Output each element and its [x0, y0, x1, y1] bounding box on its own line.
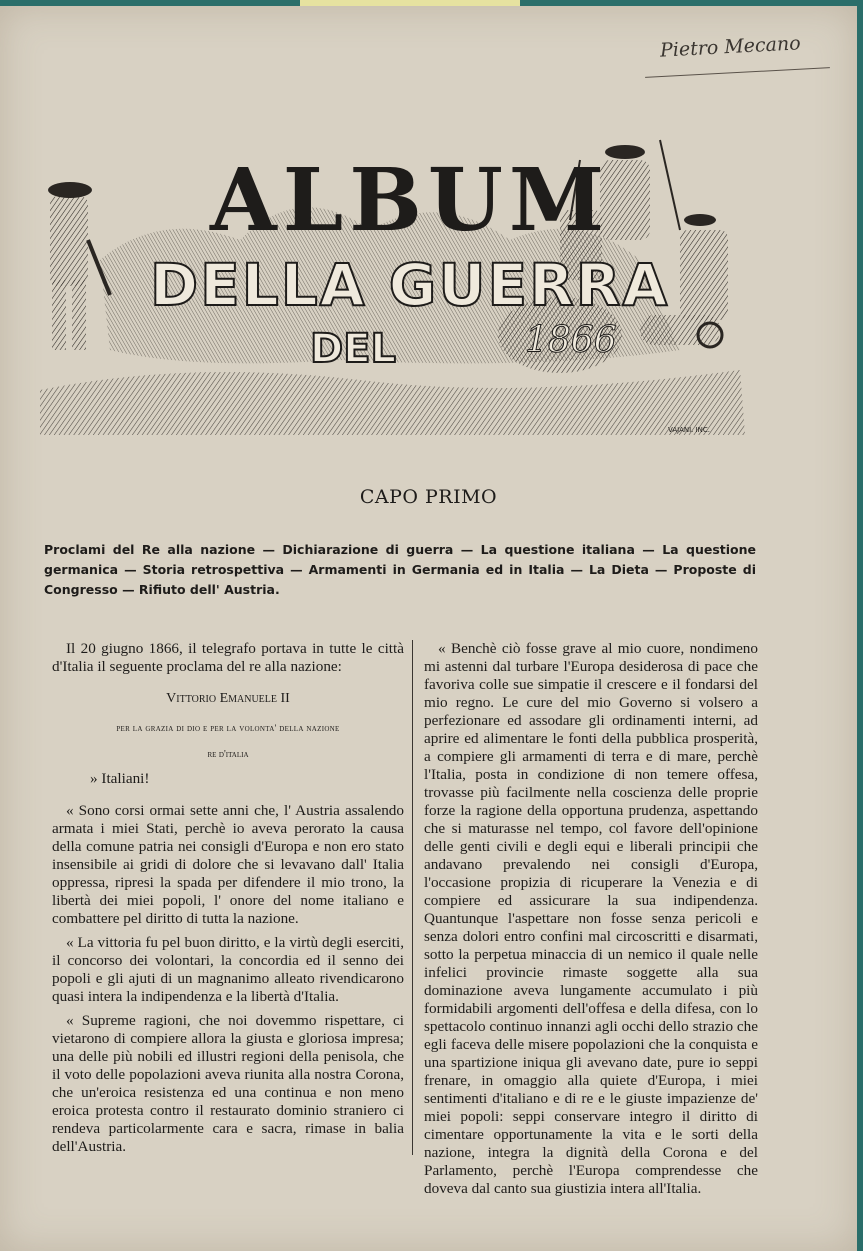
title-album: ALBUM — [210, 150, 611, 251]
right-column — [424, 640, 758, 1198]
chapter-title: CAPO PRIMO — [359, 486, 498, 508]
salutation: » Italiani! — [90, 770, 150, 787]
handwritten-signature: Pietro Mecano — [659, 32, 802, 62]
grace-line: per la grazia di dio e per la volonta' della nazione — [116, 724, 340, 734]
intro-paragraph: Il 20 giugno 1866, il telegrafo portava in tutte le città d'Italia il seguente proclama del re alla nazione: — [52, 640, 404, 675]
title-della-guerra: DELLA GUERRA — [150, 251, 670, 319]
ground — [40, 370, 745, 435]
proclamation-paragraph: « La vittoria fu pel buon diritto, e la virtù degli eserciti, il concorso dei volontari, la concordia ed il senno dei popoli e gli ajuti di un magnanimo alleato rivendicarono quasi intera la indipendenza e la libertà d'Italia. — [52, 934, 404, 1005]
proclamation-paragraph: « Supreme ragioni, che noi dovemmo rispettare, ci vietarono di compiere allora la giusta e gloriosa impresa; una delle più nobili ed illustri regioni della penisola, che il voto delle popolazioni aveva riunita alla nostra Corona, che un'eroica resistenza ed una continua e non meno eroica protesta contro il restaurato dominio straniero ci rendeva particolarmente cara e sacra, rimase in balia dell'Austria. — [52, 1012, 404, 1155]
title-year: 1866 — [525, 320, 617, 361]
king-name: Vittorio Emanuele II — [166, 691, 290, 706]
left-column — [52, 640, 404, 1156]
proclamation-paragraph: « Sono corsi ormai sette anni che, l' Austria assalendo armata i miei Stati, perchè io aveva perorato la causa della comune patria nei consigli d'Europa e non ero stato insensibile ai gridi di dolore che si levavano dall' Italia oppressa, ripresi la spada per difendere il mio trono, la libertà dei miei popoli, l' onore del nome italiano e combattere pel diritto di tutta la nazione. — [52, 802, 404, 927]
king-title: re d'italia — [207, 749, 249, 760]
engraver-credit: VAJANI. INC. — [668, 426, 711, 434]
engraved-title-banner — [40, 120, 750, 440]
column-divider — [412, 640, 413, 1155]
proclamation-paragraph: « Benchè ciò fosse grave al mio cuore, nondimeno mi astenni dal turbare l'Europa desiderosa di pace che favoriva colle sue simpatie il crescere e il fondarsi del mio regno. Le cure del mio Governo si volsero a perfezionare ed assodare gli ordinamenti interni, ad aprire ed alimentare le fonti della pubblica prosperità, a compiere gli armamenti di terra e di mare, perchè l'Italia, posta in condizione di non temere offesa, trovasse più facilmente nella coscienza delle proprie forze la ragione della opportuna prudenza, aspettando che si maturasse nel tempo, col favore dell'opinione delle genti civili e degli equi e liberali principii che andavano prevalendo nei consigli d'Europa, l'occasione propizia di ricuperare la Venezia e di compiere ed assicurare la sua indipendenza. Quantunque l'aspettare non fosse senza pericoli e senza dolori entro confini mal circoscritti e disarmati, sotto la perpetua minaccia di un nemico il quale nelle infelici provincie rimaste soggette alla sua dominazione aveva lungamente accumulato i più formidabili argomenti dell'offesa e della difesa, con lo spettacolo continuo innanzi agli occhi dello strazio che egli faceva delle misere popolazioni che la conquista e una spartizione iniqua gli avevano date, pure io seppi frenare, in omaggio alla quiete d'Europa, i miei sentimenti d'italiano e di re e le giuste impazienze de' miei popoli: seppi conservare integro il diritto di cimentare opportunamente la vita e le sorti della nazione, integra la dignità della Corona e del Parlamento, perchè l'Europa comprendesse che doveva dal canto sua giustizia intera all'Italia. — [424, 640, 758, 1197]
title-del: DEL — [310, 326, 397, 372]
banner-illustration — [40, 120, 750, 440]
chapter-summary: Proclami del Re alla nazione — Dichiarazione di guerra — La questione italiana — La questione germanica — Storia retrospettiva — Armamenti in Germania ed in Italia — La Dieta — Proposte di Congresso — Rifiuto dell' Austria. — [44, 542, 756, 597]
